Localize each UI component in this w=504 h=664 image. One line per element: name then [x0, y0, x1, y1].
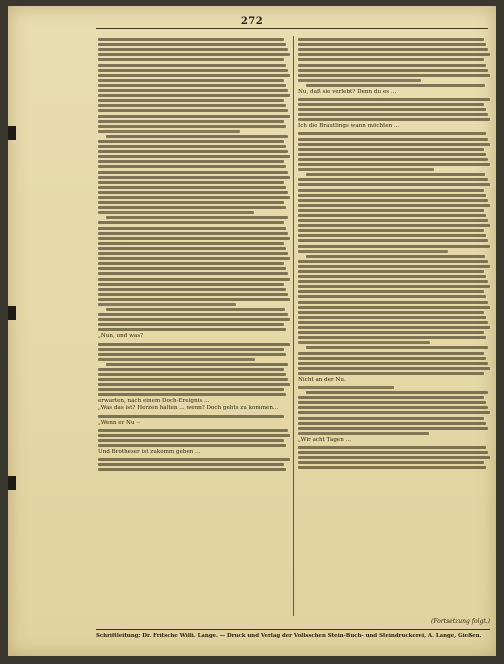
body-text-line: Nu, daß sie verlebt? Denn du es ... — [298, 88, 397, 95]
illegible-text-line — [298, 270, 484, 273]
illegible-text-line — [298, 132, 486, 135]
illegible-text-line — [98, 69, 288, 72]
illegible-text-line — [298, 163, 490, 166]
illegible-text-line — [298, 189, 484, 192]
illegible-text-line — [298, 311, 484, 314]
illegible-text-line — [98, 272, 288, 275]
illegible-text-line — [98, 267, 286, 270]
illegible-text-line — [298, 265, 490, 268]
illegible-text-line — [98, 79, 284, 82]
illegible-text-line — [98, 140, 284, 143]
illegible-text-line — [98, 444, 286, 447]
body-text-line: erwarten, nach einem Doch-Ereignis ... — [98, 398, 210, 405]
illegible-text-line — [98, 463, 284, 466]
illegible-text-line — [298, 69, 488, 72]
illegible-text-line — [298, 285, 490, 288]
illegible-text-line — [98, 160, 284, 163]
illegible-text-line — [98, 313, 288, 316]
illegible-text-line — [298, 204, 490, 207]
illegible-text-line — [98, 43, 286, 46]
illegible-text-line — [306, 173, 485, 176]
illegible-text-line — [98, 373, 286, 376]
document-page — [8, 6, 496, 656]
illegible-text-line — [98, 468, 286, 471]
illegible-text-line — [106, 363, 288, 366]
illegible-text-line — [298, 103, 484, 106]
illegible-text-line — [98, 150, 288, 153]
illegible-text-line — [298, 401, 486, 404]
text-column-right — [298, 36, 490, 616]
illegible-text-line — [98, 288, 286, 291]
illegible-text-line — [98, 171, 288, 174]
illegible-text-line — [98, 368, 284, 371]
illegible-text-line — [306, 346, 488, 349]
illegible-text-line — [306, 255, 485, 258]
illegible-text-line — [98, 439, 284, 442]
illegible-text-line — [298, 250, 448, 253]
illegible-text-line — [98, 155, 290, 158]
illegible-text-line — [298, 280, 488, 283]
illegible-text-line — [98, 191, 288, 194]
illegible-text-line — [298, 74, 490, 77]
illegible-text-line — [98, 303, 236, 306]
illegible-text-line — [298, 362, 488, 365]
illegible-text-line — [298, 386, 394, 389]
illegible-text-line — [298, 234, 486, 237]
illegible-text-line — [106, 216, 288, 219]
illegible-text-line — [298, 239, 488, 242]
illegible-text-line — [298, 48, 488, 51]
illegible-text-line — [98, 283, 284, 286]
illegible-text-line — [98, 38, 284, 41]
illegible-text-line — [298, 194, 486, 197]
illegible-text-line — [98, 378, 288, 381]
illegible-text-line — [298, 411, 490, 414]
illegible-text-line — [298, 143, 490, 146]
illegible-text-line — [298, 199, 488, 202]
body-text-line: Und Brotheser ist zukomm geben ... — [98, 448, 201, 455]
illegible-text-line — [298, 138, 488, 141]
footer-rule — [96, 629, 490, 630]
illegible-text-line — [98, 120, 284, 123]
illegible-text-line — [298, 451, 488, 454]
illegible-text-line — [298, 148, 484, 151]
illegible-text-line — [98, 109, 288, 112]
illegible-text-line — [298, 357, 486, 360]
illegible-text-line — [298, 53, 490, 56]
illegible-text-line — [298, 301, 488, 304]
body-text-line: „Nun, und was? — [98, 333, 144, 340]
illegible-text-line — [298, 43, 486, 46]
body-text-line: „Was das ist? Herzen halten ... wenn? Doch gehts zu kommen... — [98, 405, 279, 412]
illegible-text-line — [298, 432, 429, 435]
illegible-text-line — [98, 278, 290, 281]
illegible-text-line — [98, 323, 284, 326]
illegible-text-line — [98, 252, 288, 255]
illegible-text-line — [98, 434, 290, 437]
illegible-text-line — [106, 308, 285, 311]
illegible-text-line — [98, 262, 284, 265]
illegible-text-line — [298, 38, 484, 41]
illegible-text-line — [298, 214, 486, 217]
illegible-text-line — [98, 348, 284, 351]
illegible-text-line — [98, 58, 284, 61]
illegible-text-line — [98, 145, 286, 148]
illegible-text-line — [306, 391, 488, 394]
illegible-text-line — [98, 206, 286, 209]
illegible-text-line — [298, 367, 490, 370]
illegible-text-line — [298, 336, 486, 339]
illegible-text-line — [298, 461, 484, 464]
illegible-text-line — [98, 165, 286, 168]
illegible-text-line — [298, 79, 421, 82]
illegible-text-line — [98, 176, 290, 179]
body-text-line: Nicht an der Nu. — [298, 376, 346, 383]
illegible-text-line — [98, 257, 290, 260]
illegible-text-line — [298, 118, 490, 121]
illegible-text-line — [298, 290, 484, 293]
illegible-text-line — [98, 237, 290, 240]
illegible-text-line — [98, 48, 288, 51]
illegible-text-line — [298, 331, 484, 334]
illegible-text-line — [298, 295, 486, 298]
illegible-text-line — [298, 406, 488, 409]
text-column-left — [98, 36, 290, 616]
illegible-text-line — [98, 130, 240, 133]
illegible-text-line — [98, 186, 286, 189]
continuation-note: (Fortsetzung folgt.) — [431, 618, 490, 625]
illegible-text-line — [98, 358, 255, 361]
illegible-text-line — [298, 372, 484, 375]
publisher-imprint: Schriftleitung: Dr. Fritsche Willi. Lange. — Druck und Verlag der Vollsschen Stein-Buch- und Steindruckerei, A. Lange, Gießen. — [96, 633, 482, 639]
illegible-text-line — [98, 247, 286, 250]
illegible-text-line — [98, 318, 290, 321]
illegible-text-line — [98, 328, 286, 331]
illegible-text-line — [298, 183, 490, 186]
illegible-text-line — [98, 242, 284, 245]
illegible-text-line — [298, 456, 490, 459]
illegible-text-line — [98, 227, 286, 230]
illegible-text-line — [298, 422, 486, 425]
column-divider — [293, 36, 294, 616]
illegible-text-line — [298, 352, 484, 355]
illegible-text-line — [298, 98, 490, 101]
illegible-text-line — [98, 429, 288, 432]
illegible-text-line — [98, 104, 286, 107]
illegible-text-line — [298, 446, 486, 449]
header-rule — [96, 28, 488, 29]
body-text-line: „Wir acht Tagen ... — [298, 436, 351, 443]
illegible-text-line — [298, 158, 488, 161]
illegible-text-line — [98, 64, 286, 67]
illegible-text-line — [298, 321, 488, 324]
illegible-text-line — [98, 181, 284, 184]
illegible-text-line — [298, 341, 430, 344]
illegible-text-line — [298, 260, 488, 263]
illegible-text-line — [98, 125, 286, 128]
illegible-text-line — [306, 84, 485, 87]
illegible-text-line — [98, 196, 290, 199]
illegible-text-line — [98, 293, 288, 296]
illegible-text-line — [298, 209, 484, 212]
illegible-text-line — [298, 316, 486, 319]
illegible-text-line — [98, 221, 284, 224]
illegible-text-line — [98, 89, 288, 92]
illegible-text-line — [98, 211, 254, 214]
page-number: 272 — [240, 16, 264, 27]
illegible-text-line — [298, 108, 486, 111]
illegible-text-line — [298, 306, 490, 309]
body-text-line: Ich die Brautlings wann möchten ... — [298, 123, 400, 130]
body-text-line: „Wenn er Nu -- — [98, 419, 141, 426]
illegible-text-line — [298, 245, 490, 248]
illegible-text-line — [298, 326, 490, 329]
illegible-text-line — [298, 153, 486, 156]
illegible-text-line — [98, 74, 290, 77]
binding-mark — [8, 126, 16, 140]
illegible-text-line — [98, 99, 284, 102]
illegible-text-line — [298, 58, 484, 61]
illegible-text-line — [298, 219, 488, 222]
illegible-text-line — [98, 383, 290, 386]
illegible-text-line — [298, 178, 488, 181]
illegible-text-line — [98, 415, 284, 418]
illegible-text-line — [298, 275, 486, 278]
illegible-text-line — [98, 298, 290, 301]
illegible-text-line — [98, 84, 286, 87]
illegible-text-line — [298, 427, 488, 430]
illegible-text-line — [298, 229, 484, 232]
illegible-text-line — [98, 393, 286, 396]
illegible-text-line — [98, 458, 290, 461]
illegible-text-line — [98, 53, 290, 56]
illegible-text-line — [298, 113, 488, 116]
illegible-text-line — [298, 417, 484, 420]
binding-mark — [8, 306, 16, 320]
illegible-text-line — [98, 232, 288, 235]
illegible-text-line — [98, 388, 284, 391]
illegible-text-line — [98, 94, 290, 97]
illegible-text-line — [298, 466, 486, 469]
illegible-text-line — [298, 396, 484, 399]
illegible-text-line — [298, 168, 434, 171]
illegible-text-line — [106, 135, 288, 138]
illegible-text-line — [98, 115, 290, 118]
illegible-text-line — [98, 201, 284, 204]
illegible-text-line — [98, 353, 286, 356]
illegible-text-line — [98, 343, 290, 346]
illegible-text-line — [298, 224, 490, 227]
illegible-text-line — [298, 64, 486, 67]
binding-mark — [8, 476, 16, 490]
